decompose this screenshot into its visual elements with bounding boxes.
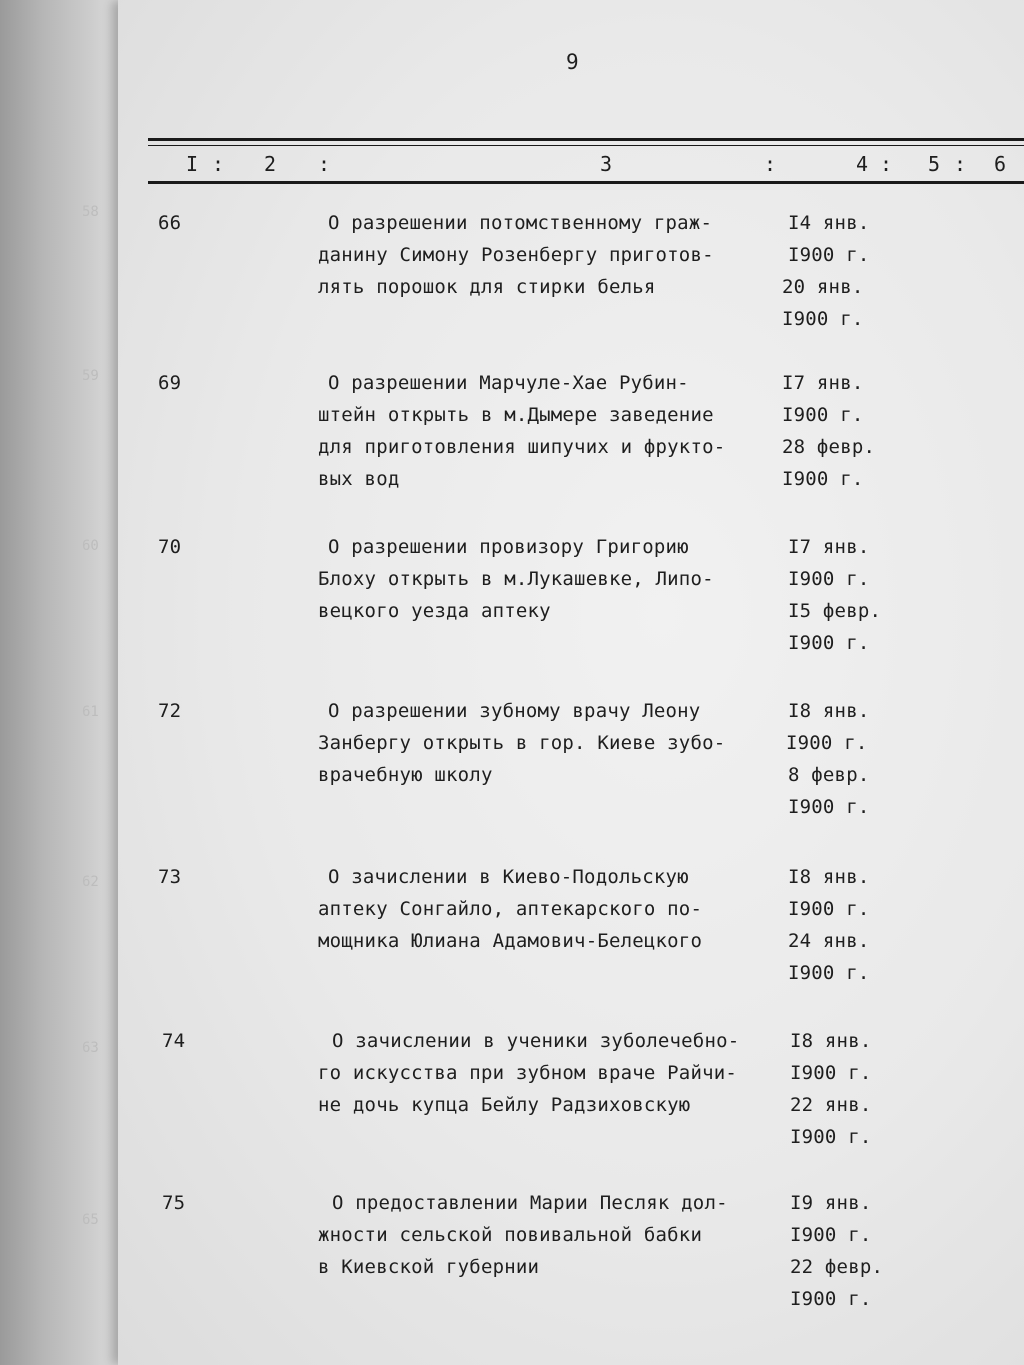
entry-text-line: в Киевской губернии (318, 1256, 540, 1278)
column-header-5: 5 (928, 152, 941, 176)
entry-date: I900 г. (788, 898, 870, 920)
facing-page-edge (0, 0, 122, 1365)
column-header-1: I (186, 152, 199, 176)
entry-date: I7 янв. (782, 372, 864, 394)
entry-date: I8 янв. (788, 700, 870, 722)
column-separator: : (212, 152, 225, 176)
margin-mark: 63 (82, 1040, 99, 1056)
entry-text-line: жности сельской повивальной бабки (318, 1224, 703, 1246)
column-header-2: 2 (264, 152, 277, 176)
entry-text-line: лять порошок для стирки белья (318, 276, 656, 298)
entry-date: 28 февр. (782, 436, 876, 458)
entry-number: 69 (158, 372, 182, 394)
entry-text-line: О зачислении в ученики зуболечебно- (332, 1030, 740, 1052)
entry-date: I9 янв. (790, 1192, 872, 1214)
entry-date: I900 г. (788, 796, 870, 818)
entry-date: I900 г. (782, 468, 864, 490)
typed-page (118, 0, 1024, 1365)
entry-text-line: О предоставлении Марии Песляк дол- (332, 1192, 728, 1214)
entry-date: I900 г. (790, 1224, 872, 1246)
header-rule-top (148, 138, 1024, 141)
margin-mark: 62 (82, 874, 99, 890)
entry-date: I900 г. (788, 244, 870, 266)
entry-number: 72 (158, 700, 182, 722)
header-rule-bottom (148, 181, 1024, 184)
entry-text-line: О разрешении провизору Григорию (328, 536, 689, 558)
margin-mark: 58 (82, 204, 99, 220)
entry-number: 75 (162, 1192, 186, 1214)
margin-mark: 60 (82, 538, 99, 554)
entry-text-line: О разрешении Марчуле-Хае Рубин- (328, 372, 689, 394)
entry-number: 74 (162, 1030, 186, 1052)
entry-date: I900 г. (790, 1062, 872, 1084)
entry-text-line: для приготовления шипучих и фрукто- (318, 436, 726, 458)
column-header-3: 3 (600, 152, 613, 176)
entry-date: I4 янв. (788, 212, 870, 234)
margin-mark: 65 (82, 1212, 99, 1228)
entry-number: 66 (158, 212, 182, 234)
entry-text-line: мощника Юлиана Адамович-Белецкого (318, 930, 703, 952)
margin-mark: 61 (82, 704, 99, 720)
entry-text-line: штейн открыть в м.Дымере заведение (318, 404, 714, 426)
entry-number: 70 (158, 536, 182, 558)
entry-number: 73 (158, 866, 182, 888)
entry-text-line: О зачислении в Киево-Подольскую (328, 866, 689, 888)
entry-text-line: О разрешении потомственному граж- (328, 212, 713, 234)
entry-date: 22 февр. (790, 1256, 884, 1278)
entry-date: I900 г. (790, 1126, 872, 1148)
entry-date: I900 г. (782, 404, 864, 426)
column-separator: : (880, 152, 893, 176)
entry-text-line: вых вод (318, 468, 400, 490)
entry-date: I8 янв. (788, 866, 870, 888)
entry-date: I900 г. (788, 632, 870, 654)
entry-text-line: вецкого уезда аптеку (318, 600, 551, 622)
column-separator: : (318, 152, 331, 176)
entry-text-line: врачебную школу (318, 764, 493, 786)
column-header-4: 4 (856, 152, 869, 176)
entry-date: I900 г. (786, 732, 868, 754)
entry-date: 8 февр. (788, 764, 870, 786)
margin-mark: 59 (82, 368, 99, 384)
column-header-6: 6 (994, 152, 1007, 176)
entry-date: 24 янв. (788, 930, 870, 952)
entry-text-line: О разрешении зубному врачу Леону (328, 700, 701, 722)
entry-date: I900 г. (788, 962, 870, 984)
entry-text-line: го искусства при зубном враче Райчи- (318, 1062, 738, 1084)
column-separator: : (764, 152, 777, 176)
entry-text-line: не дочь купца Бейлу Радзиховскую (318, 1094, 691, 1116)
entry-text-line: Занбергу открыть в гор. Киеве зубо- (318, 732, 726, 754)
entry-date: I5 февр. (788, 600, 882, 622)
entry-date: I8 янв. (790, 1030, 872, 1052)
entry-date: I900 г. (790, 1288, 872, 1310)
entry-text-line: Блоху открыть в м.Лукашевке, Липо- (318, 568, 714, 590)
entry-date: I7 янв. (788, 536, 870, 558)
entry-text-line: данину Симону Розенбергу приготов- (318, 244, 714, 266)
header-rule-top-thin (148, 145, 1024, 146)
entry-text-line: аптеку Сонгайло, аптекарского по- (318, 898, 703, 920)
entry-date: 20 янв. (782, 276, 864, 298)
entry-date: I900 г. (782, 308, 864, 330)
column-separator: : (954, 152, 967, 176)
entry-date: I900 г. (788, 568, 870, 590)
page-number: 9 (566, 50, 579, 74)
entry-date: 22 янв. (790, 1094, 872, 1116)
